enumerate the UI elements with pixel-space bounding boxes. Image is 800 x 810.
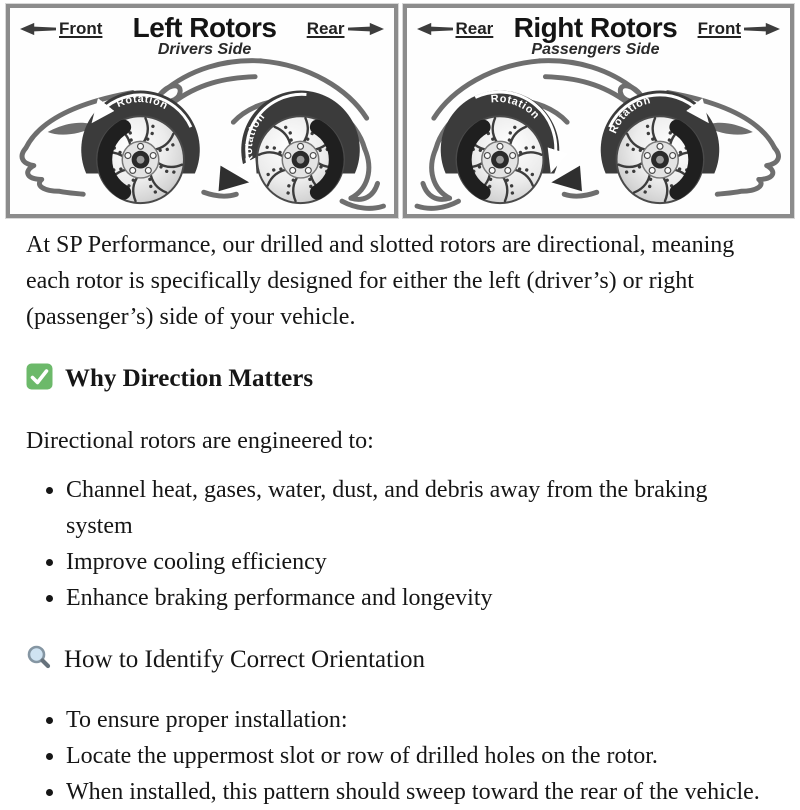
section-title: Why Direction Matters bbox=[65, 365, 314, 392]
rotation-label: Rotation bbox=[489, 92, 542, 122]
panel-title: Right Rotors bbox=[513, 12, 678, 43]
rear-direction-label bbox=[307, 19, 384, 39]
right-car-illustration bbox=[407, 53, 791, 213]
arrow-right-icon bbox=[744, 22, 780, 36]
rotor-direction-diagram bbox=[6, 4, 794, 218]
front-direction-label bbox=[20, 19, 102, 39]
rotation-label: Rotation bbox=[114, 93, 171, 113]
list-item: • Channel heat, gases, water, dust, and debris away from the braking system bbox=[66, 472, 774, 544]
panel-subtitle: Passengers Side bbox=[531, 41, 660, 59]
list-item: • To ensure proper installation: bbox=[66, 702, 774, 738]
list-item: • Locate the uppermost slot or row of drilled holes on the rotor. bbox=[66, 738, 774, 774]
intro-paragraph: At SP Performance, our drilled and slotted rotors are directional, meaning each rotor is specifically designed for either the left (driver’s) or right (passenger’s) side of your vehicle. bbox=[26, 232, 735, 330]
right-panel-header bbox=[417, 13, 781, 59]
check-square-icon bbox=[26, 363, 53, 402]
magnifier-icon bbox=[26, 644, 52, 682]
right-rotors-panel bbox=[403, 4, 795, 218]
rotation-label: Rotation bbox=[242, 110, 268, 165]
front-label-text: Front bbox=[59, 19, 103, 38]
rear-label-text: Rear bbox=[306, 19, 345, 38]
left-panel-titles bbox=[102, 13, 306, 59]
arrow-left-icon bbox=[20, 22, 56, 36]
panel-subtitle: Drivers Side bbox=[157, 41, 252, 59]
arrow-right-icon bbox=[348, 22, 384, 36]
orientation-steps-list bbox=[26, 702, 774, 810]
right-panel-titles bbox=[493, 13, 697, 59]
rotation-label: Rotation bbox=[606, 94, 652, 136]
rear-label-text: Rear bbox=[455, 19, 494, 38]
section-identify-orientation-heading bbox=[26, 641, 774, 682]
benefits-list bbox=[26, 472, 774, 616]
rear-direction-label bbox=[417, 19, 494, 39]
section-lead: Directional rotors are engineered to: bbox=[26, 427, 374, 454]
arrow-left-icon bbox=[417, 22, 453, 36]
section-why-direction-matters-heading bbox=[26, 360, 774, 402]
list-item: • Enhance braking performance and longevity bbox=[66, 580, 774, 616]
article-content bbox=[0, 218, 800, 810]
list-item: • When installed, this pattern should sweep toward the rear of the vehicle. bbox=[66, 774, 774, 810]
front-direction-label bbox=[698, 19, 780, 39]
panel-title: Left Rotors bbox=[132, 12, 277, 43]
section-title: How to Identify Correct Orientation bbox=[64, 645, 426, 673]
left-car-illustration bbox=[10, 53, 394, 213]
left-rotors-panel bbox=[6, 4, 398, 218]
list-item: • Improve cooling efficiency bbox=[66, 544, 774, 580]
front-label-text: Front bbox=[697, 19, 741, 38]
left-panel-header bbox=[20, 13, 384, 59]
